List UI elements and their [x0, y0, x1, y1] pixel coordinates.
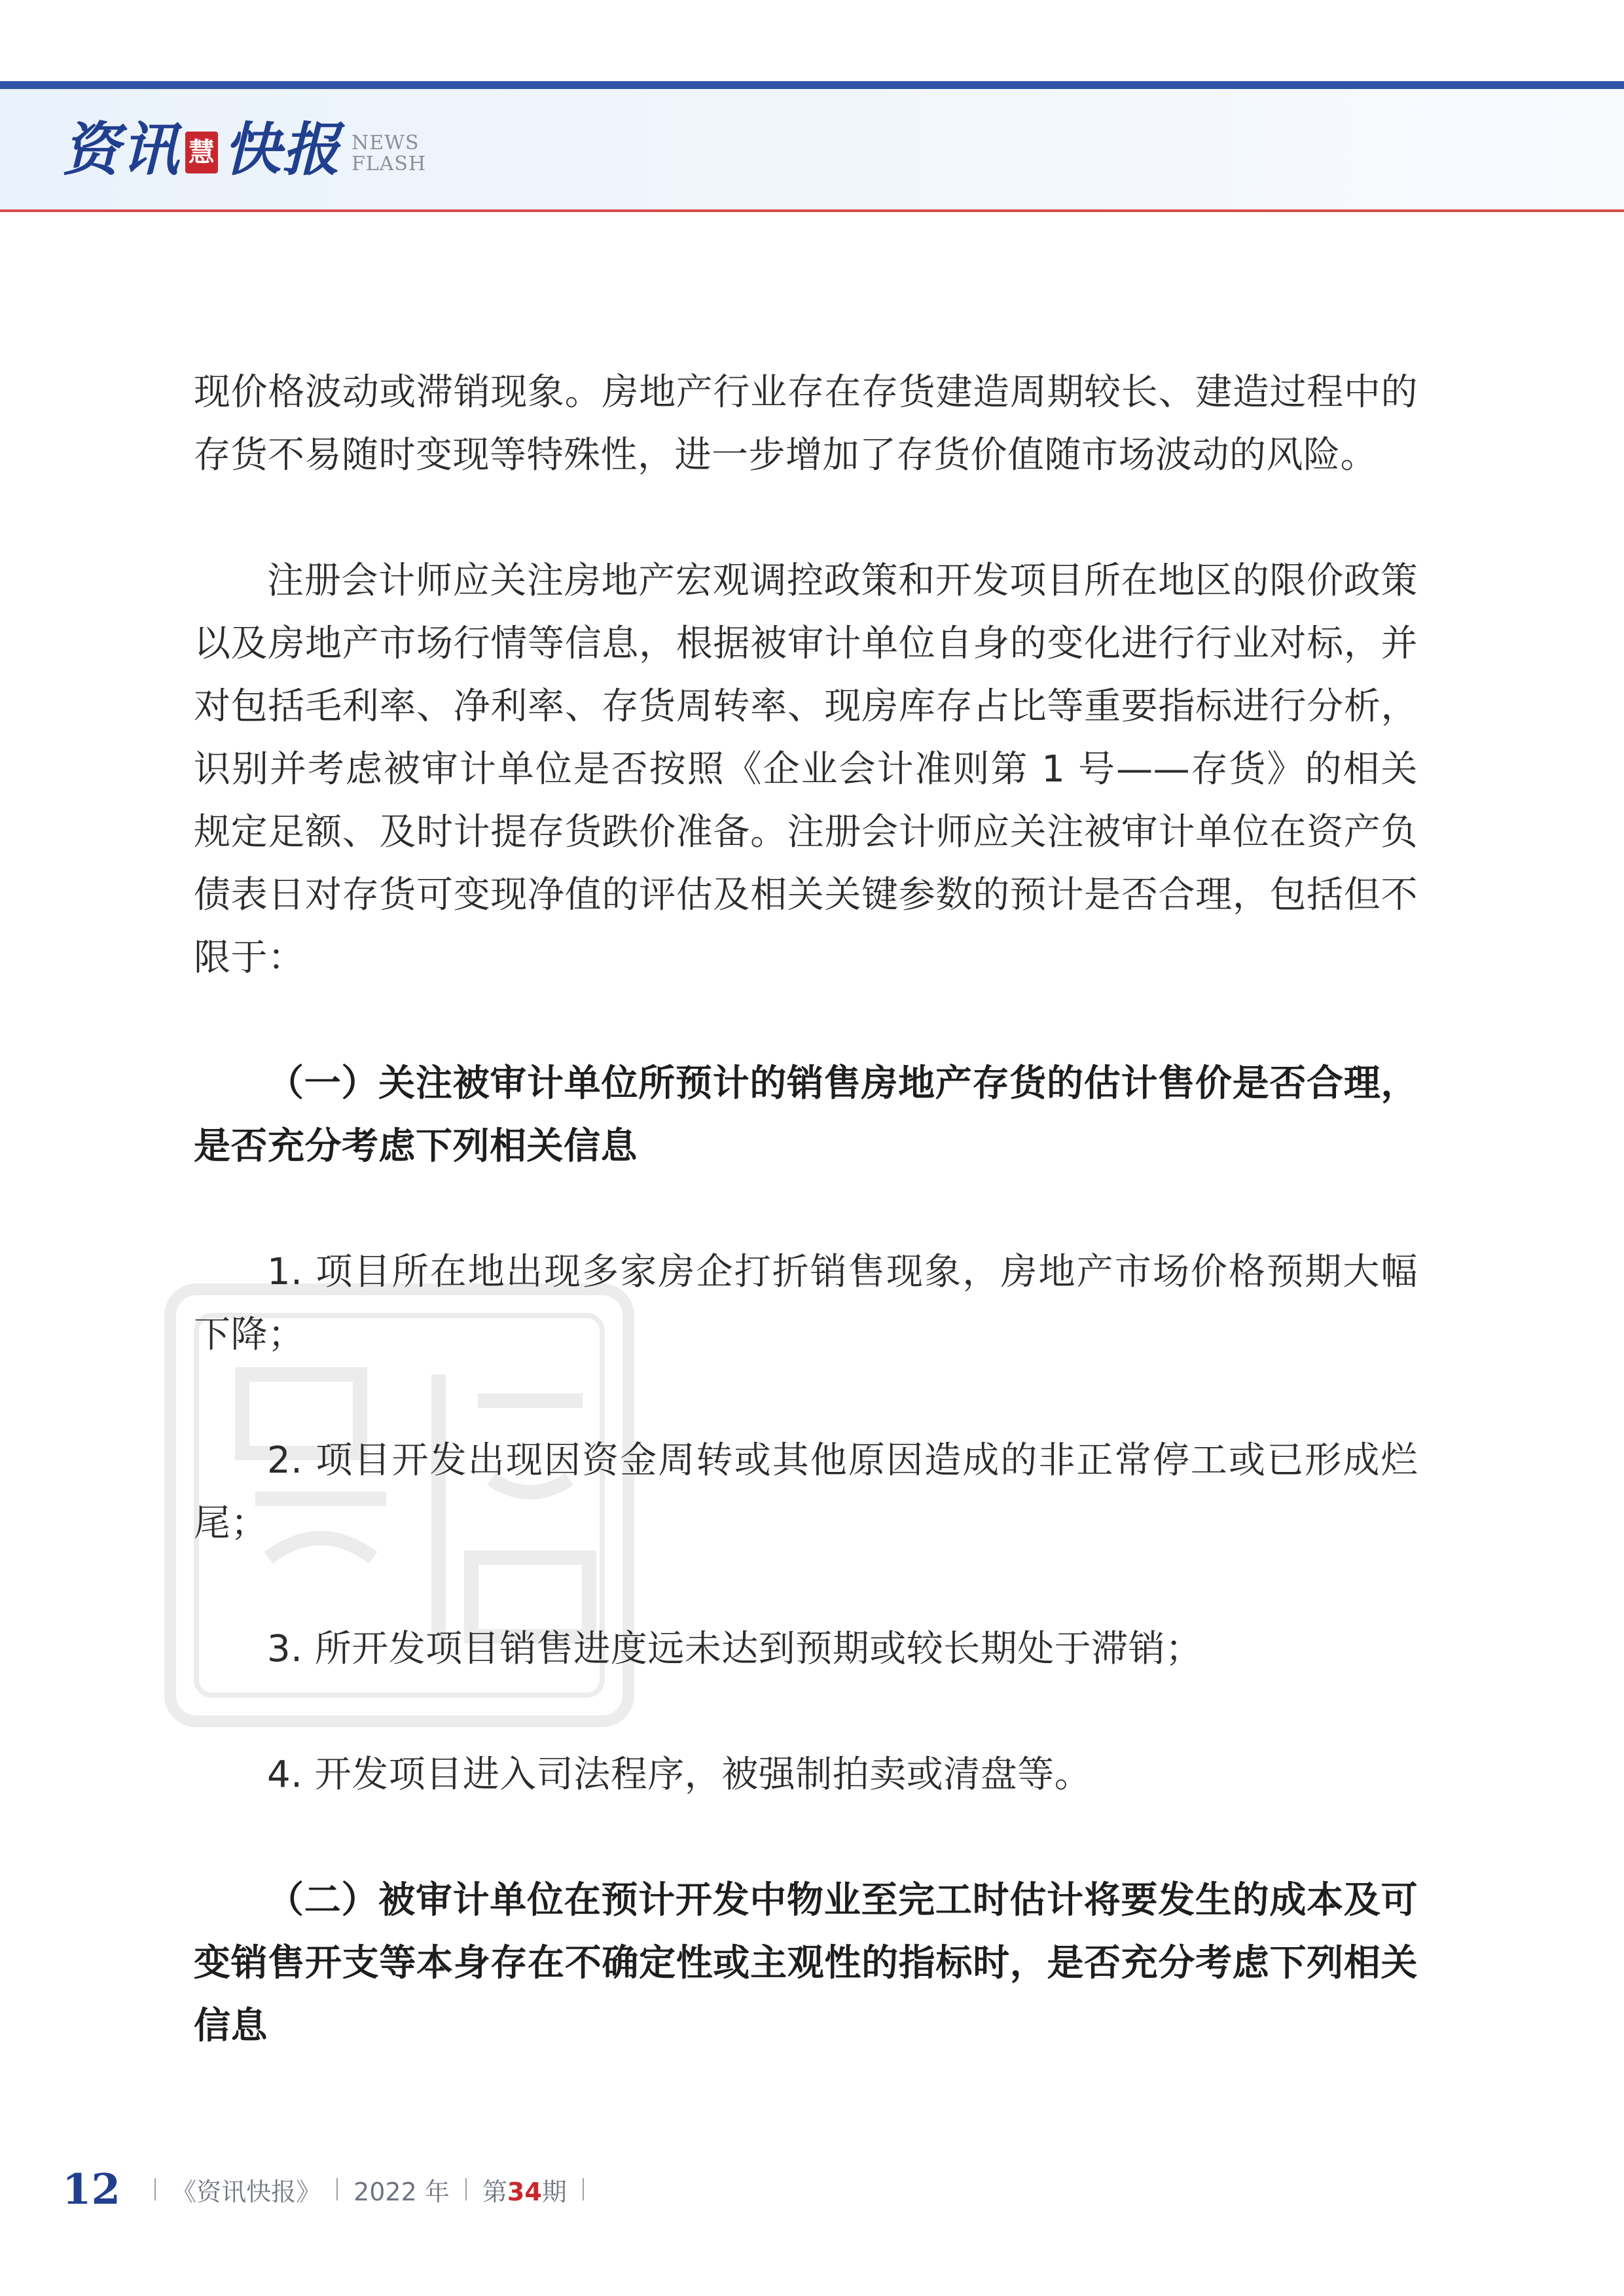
- masthead-en-flash: FLASH: [352, 152, 427, 175]
- footer-separator: [583, 2178, 584, 2200]
- page-number: 12: [62, 2164, 121, 2214]
- footer-issue-number: 34: [507, 2177, 542, 2206]
- footer-issue: [482, 2172, 567, 2208]
- article-body: [194, 361, 1418, 2058]
- section-heading-2: （二）被审计单位在预计开发中物业至完工时估计将要发生的成本及可变销售开支等本身存在不确定性或主观性的指标时，是否充分考虑下列相关信息: [194, 1879, 1418, 2047]
- masthead: [62, 110, 426, 188]
- masthead-seal-icon: 慧: [185, 132, 218, 173]
- masthead-en-news: NEWS: [352, 132, 420, 154]
- list-item-2: 2. 项目开发出现因资金周转或其他原因造成的非正常停工或已形成烂尾；: [194, 1439, 1418, 1545]
- masthead-title-part2: 快报: [223, 115, 342, 183]
- list-item-1: 1. 项目所在地出现多家房企打折销售现象，房地产市场价格预期大幅下降；: [194, 1251, 1418, 1356]
- masthead-english: [352, 133, 426, 175]
- footer-issue-prefix: 第: [482, 2177, 507, 2206]
- footer-issue-suffix: 期: [541, 2177, 567, 2206]
- paragraph-continuation: 现价格波动或滞销现象。房地产行业存在存货建造周期较长、建造过程中的存货不易随时变现等特殊性，进一步增加了存货价值随市场波动的风险。: [194, 371, 1418, 476]
- paragraph-auditor-attention: 注册会计师应关注房地产宏观调控政策和开发项目所在地区的限价政策以及房地产市场行情等信息，根据被审计单位自身的变化进行行业对标，并对包括毛利率、净利率、存货周转率、现房库存占比等重要指标进行分析，识别并考虑被审计单位是否按照《企业会计准则第 1 号——存货》的相关规定足额、及时计提存货跌价准备。注册会计师应关注被审计单位在资产负债表日对存货可变现净值的评估及相关关键参数的预计是否合理，包括但不限于：: [194, 560, 1418, 979]
- footer-separator: [154, 2178, 156, 2200]
- footer-separator: [465, 2178, 467, 2200]
- section-heading-1: （一）关注被审计单位所预计的销售房地产存货的估计售价是否合理，是否充分考虑下列相关信息: [194, 1062, 1418, 1168]
- page-footer: [62, 2160, 600, 2219]
- list-item-3: 3. 所开发项目销售进度远未达到预期或较长期处于滞销；: [267, 1628, 1202, 1670]
- footer-separator: [336, 2178, 338, 2200]
- footer-year: 2022 年: [353, 2177, 450, 2206]
- header-divider: [0, 209, 1624, 212]
- footer-publication: 《资讯快报》: [171, 2177, 321, 2206]
- masthead-title-part1: 资讯: [62, 115, 181, 183]
- list-item-4: 4. 开发项目进入司法程序，被强制拍卖或清盘等。: [267, 1753, 1092, 1796]
- header-top-bar: [0, 81, 1624, 89]
